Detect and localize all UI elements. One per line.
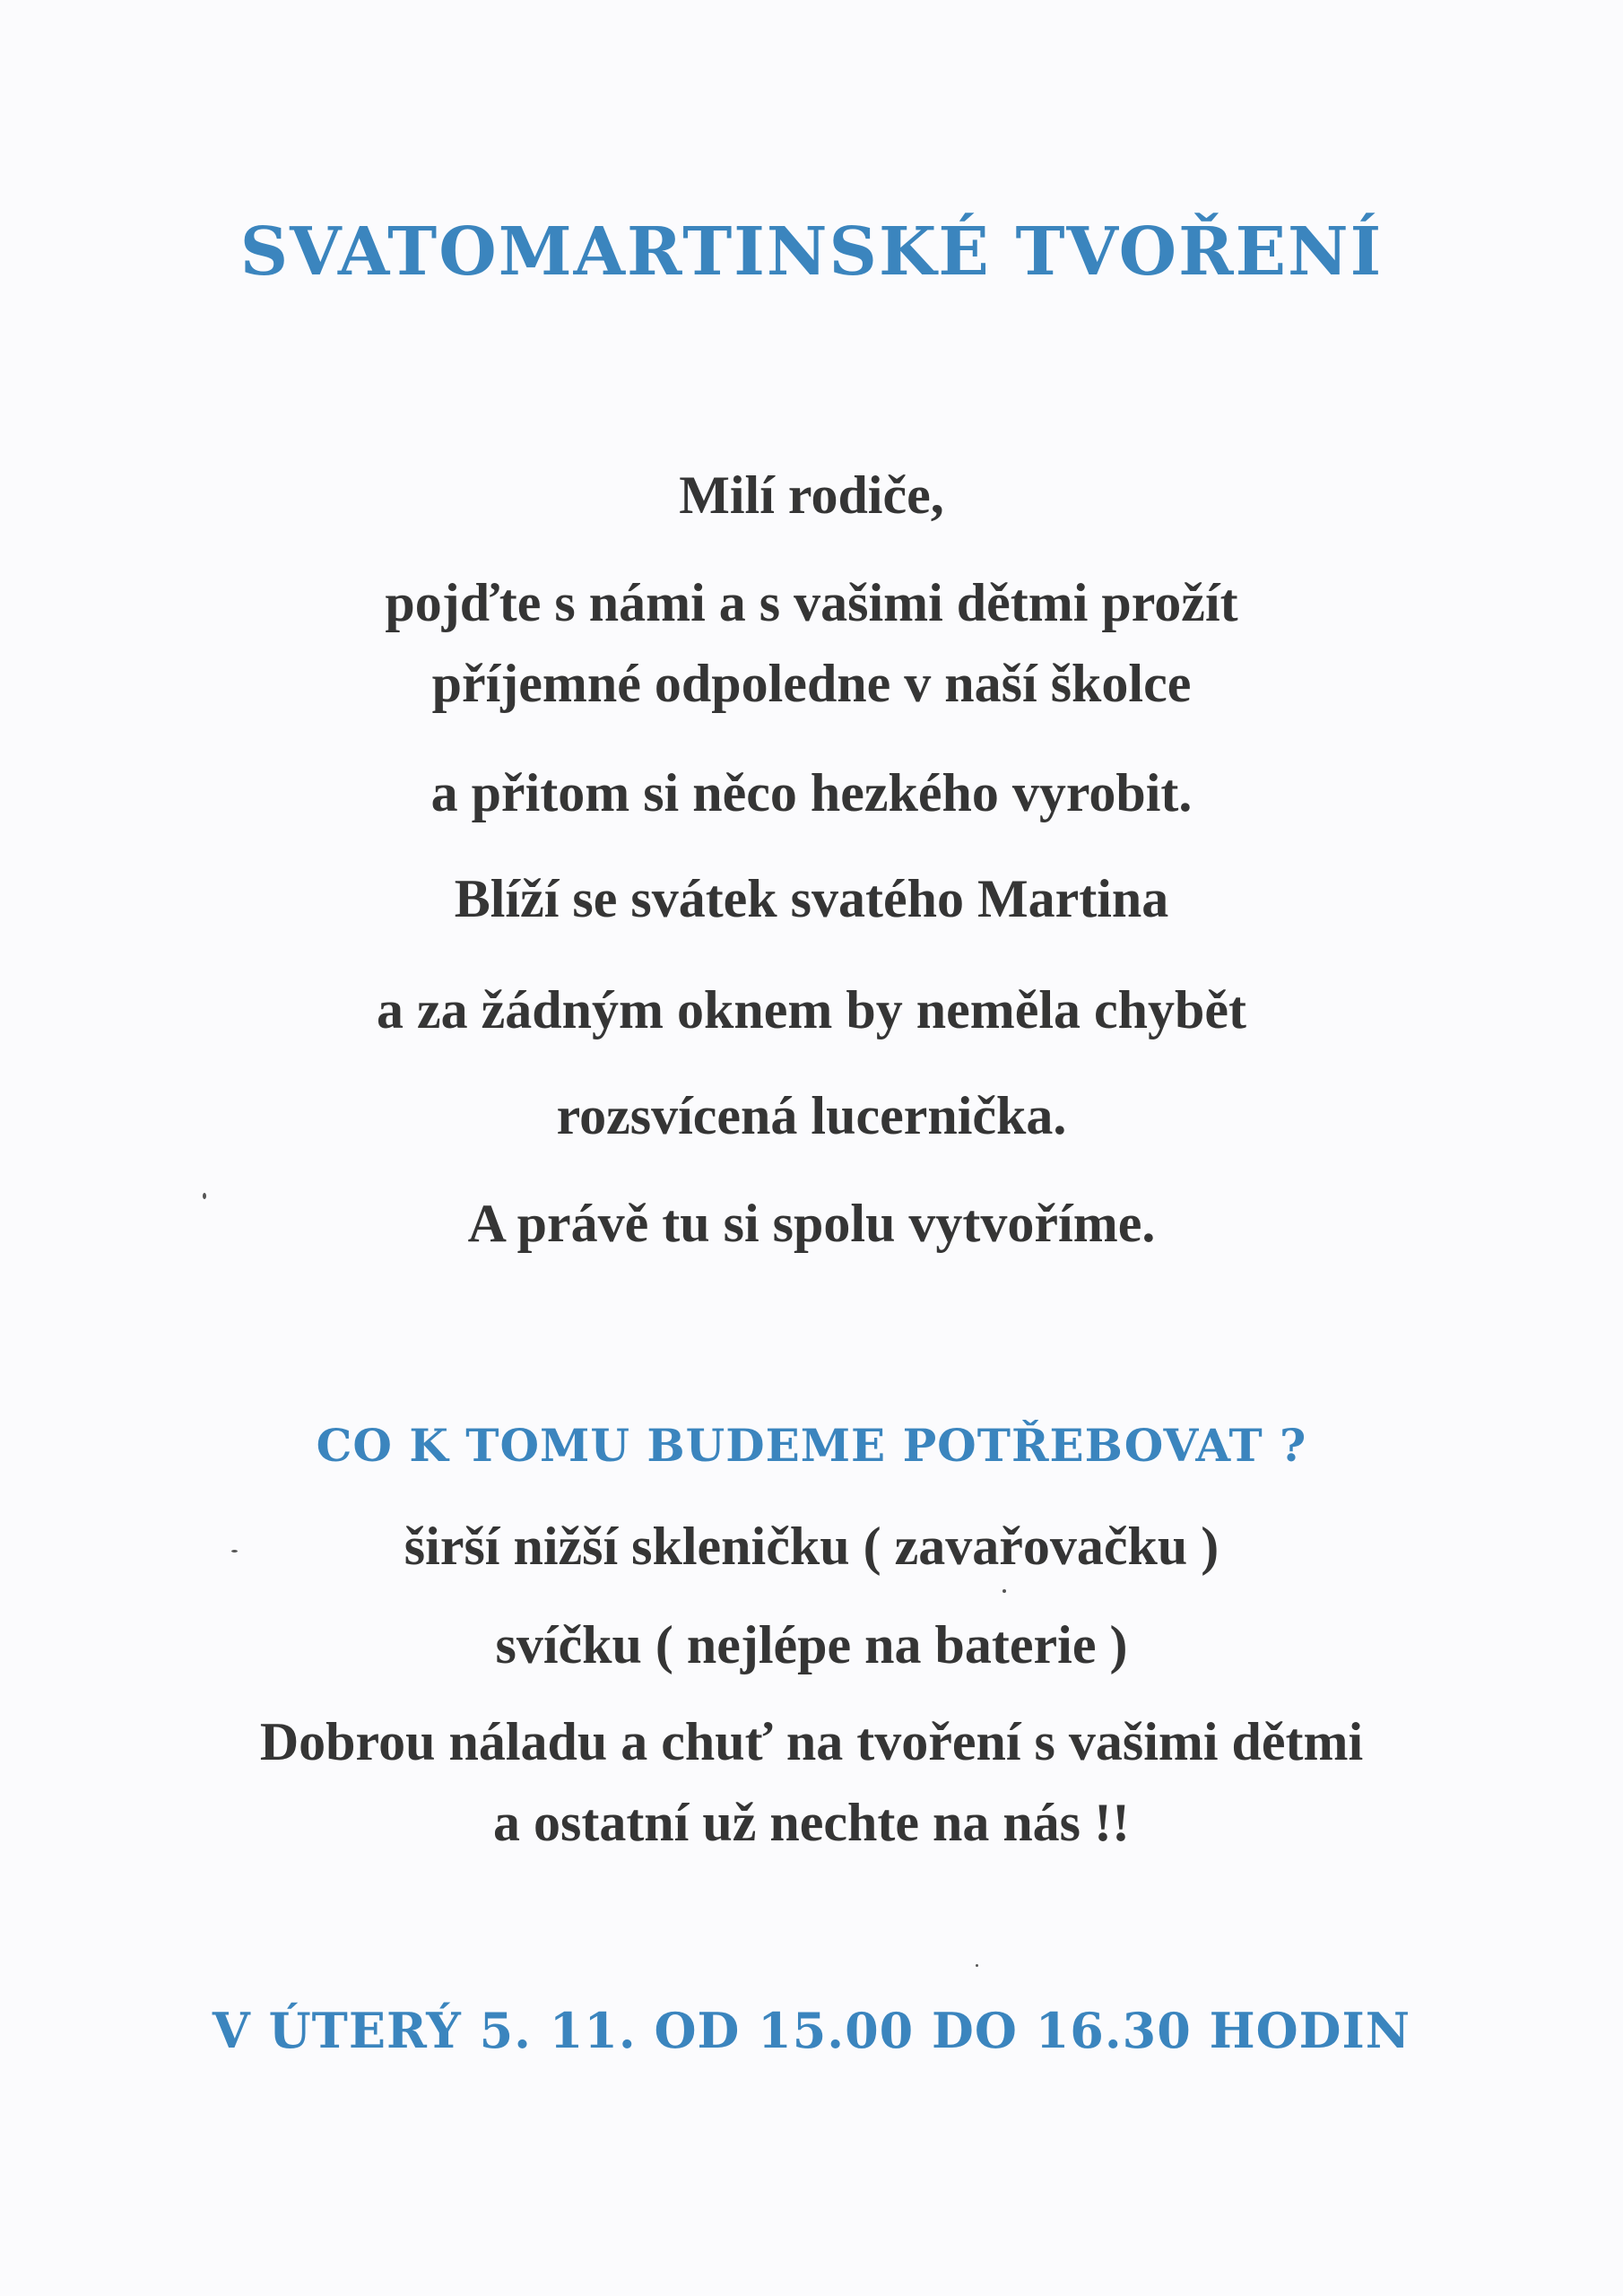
- intro-line: pojďte s námi a s vašimi dětmi prožít: [385, 573, 1238, 632]
- intro-line: A právě tu si spolu vytvoříme.: [467, 1194, 1156, 1253]
- needs-item: Dobrou náladu a chuť na tvoření s vašimi dětmi: [259, 1712, 1364, 1771]
- needs-item: svíčku ( nejlépe na baterie ): [495, 1615, 1128, 1674]
- intro-line: a za žádným oknem by neměla chybět: [377, 980, 1246, 1039]
- needs-heading: CO K TOMU BUDEME POTŘEBOVAT ?: [316, 1419, 1307, 1472]
- intro-line: Blíží se svátek svatého Martina: [454, 869, 1169, 928]
- intro-line: rozsvícená lucernička.: [556, 1086, 1067, 1145]
- needs-item: širší nižší skleničku ( zavařovačku ): [404, 1517, 1219, 1576]
- intro-line-greeting: Milí rodiče,: [679, 465, 944, 525]
- needs-item: a ostatní už nechte na nás !!: [492, 1793, 1130, 1852]
- poster-title: SVATOMARTINSKÉ TVOŘENÍ: [239, 213, 1384, 291]
- intro-line: příjemné odpoledne v naší školce: [431, 654, 1192, 713]
- intro-line: a přitom si něco hezkého vyrobit.: [430, 763, 1193, 822]
- event-time: V ÚTERÝ 5. 11. OD 15.00 DO 16.30 HODIN: [212, 2002, 1411, 2059]
